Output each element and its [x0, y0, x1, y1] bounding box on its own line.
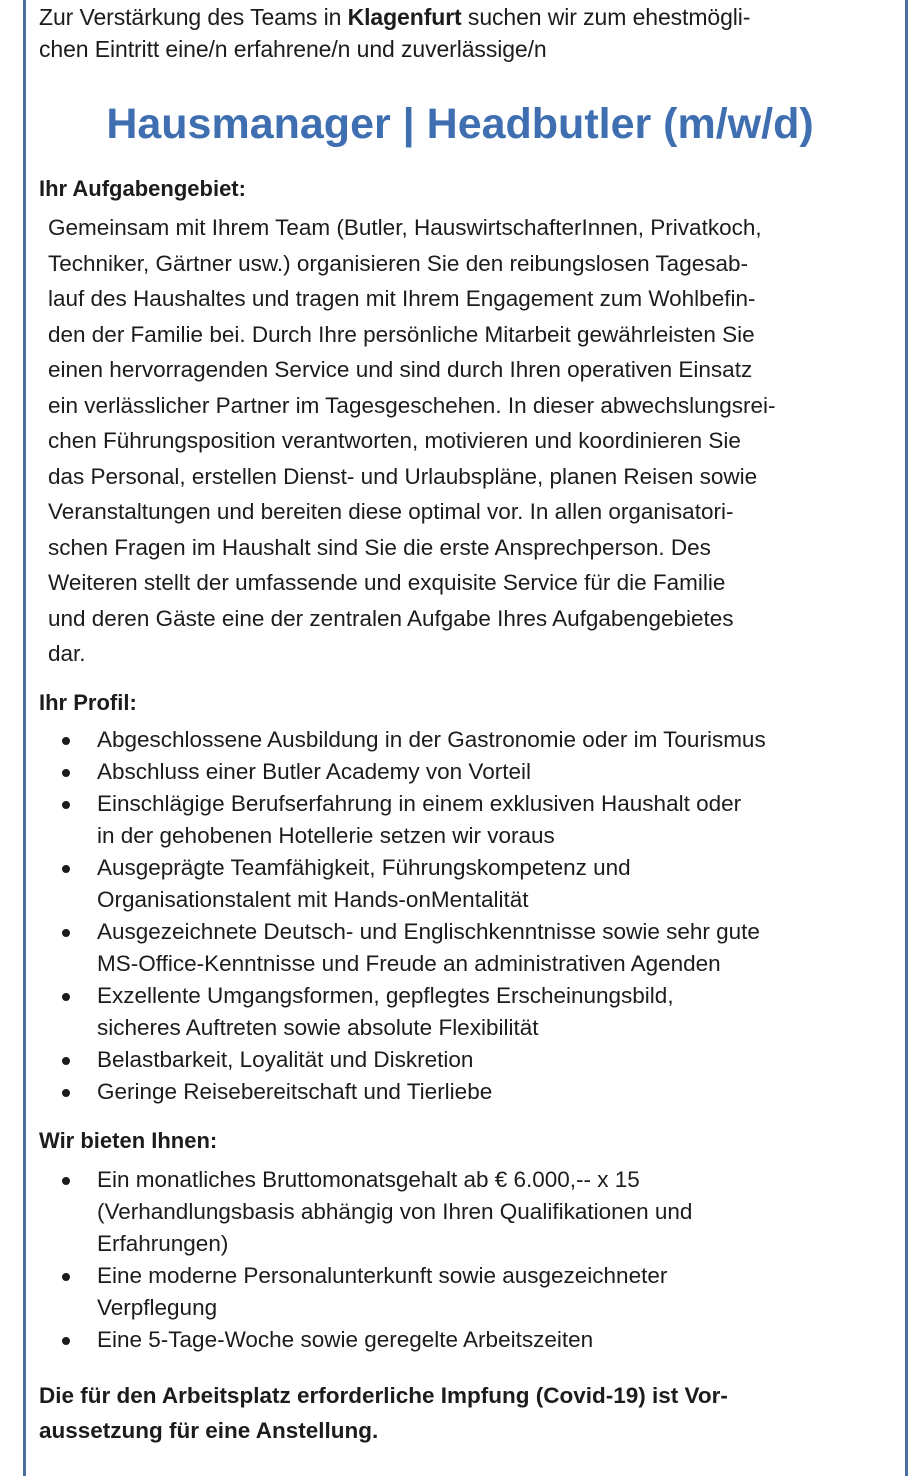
- list-item-text: Exzellente Umgangsformen, gepflegtes Erscheinungsbild,: [97, 983, 674, 1008]
- list-item-text: Erfahrungen): [97, 1231, 229, 1256]
- intro-line-1: [39, 4, 750, 30]
- list-item-text: sicheres Auftreten sowie absolute Flexibilität: [97, 1015, 539, 1040]
- list-item: [39, 1324, 899, 1356]
- list-item-text: Einschlägige Berufserfahrung in einem exklusiven Haushalt oder: [97, 791, 742, 816]
- paragraph-line: Weiteren stellt der umfassende und exquisite Service für die Familie: [48, 570, 726, 595]
- vaccination-notice: [39, 1378, 899, 1448]
- paragraph-line: und deren Gäste eine der zentralen Aufgabe Ihres Aufgabengebietes: [48, 605, 734, 631]
- bullet-icon: [62, 1089, 70, 1097]
- list-item-text: in der gehobenen Hotellerie setzen wir voraus: [97, 823, 555, 848]
- intro-before: Zur Verstärkung des Teams in: [39, 4, 348, 30]
- list-item-text: Ausgeprägte Teamfähigkeit, Führungskompetenz und: [97, 855, 631, 880]
- paragraph-line: Gemeinsam mit Ihrem Team (Butler, HauswirtschafterInnen, Privatkoch,: [48, 215, 762, 240]
- intro-after: suchen wir zum ehestmögli-: [461, 4, 751, 30]
- list-item: [39, 852, 899, 916]
- bullet-icon: [62, 1177, 70, 1185]
- bullet-icon: [62, 737, 70, 745]
- notice-line: aussetzung für eine Anstellung.: [39, 1418, 379, 1443]
- list-item: [39, 1076, 899, 1108]
- list-item-text: Ausgezeichnete Deutsch- und Englischkenntnisse sowie sehr gute: [97, 919, 760, 944]
- list-item-text: Abschluss einer Butler Academy von Vorteil: [97, 759, 531, 784]
- heading-angebot: Wir bieten Ihnen:: [39, 1128, 218, 1153]
- job-title: Hausmanager | Headbutler (m/w/d): [106, 100, 814, 148]
- list-item: [39, 980, 899, 1044]
- paragraph-line: Veranstaltungen und bereiten diese optimal vor. In allen organisatori-: [48, 499, 734, 524]
- list-item-text: Verpflegung: [97, 1295, 218, 1320]
- paragraph-line: dar.: [48, 641, 86, 666]
- list-item: [39, 1044, 899, 1076]
- list-item: [39, 724, 899, 756]
- bullet-icon: [62, 769, 70, 777]
- bullet-icon: [62, 993, 70, 1001]
- paragraph-line: lauf des Haushaltes und tragen mit Ihrem Engagement zum Wohlbefin-: [48, 286, 756, 311]
- intro-text: [39, 0, 899, 65]
- paragraph-line: den der Familie bei. Durch Ihre persönliche Mitarbeit gewährleisten Sie: [48, 321, 755, 347]
- bullet-icon: [62, 1337, 70, 1345]
- list-item: [39, 788, 899, 852]
- list-item-text: Eine 5-Tage-Woche sowie geregelte Arbeitszeiten: [97, 1327, 594, 1352]
- list-item-text: MS-Office-Kenntnisse und Freude an administrativen Agenden: [97, 951, 721, 976]
- bullet-icon: [62, 801, 70, 809]
- bullet-icon: [62, 1057, 70, 1065]
- bullet-icon: [62, 929, 70, 937]
- job-posting: [39, 0, 899, 1443]
- list-item: [39, 1260, 899, 1324]
- intro-line-2: chen Eintritt eine/n erfahrene/n und zuverlässige/n: [39, 36, 547, 62]
- paragraph-line: ein verlässlicher Partner im Tagesgeschehen. In dieser abwechslungsrei-: [48, 392, 776, 418]
- list-item-text: Ein monatliches Bruttomonatsgehalt ab € 6.000,-- x 15: [97, 1167, 640, 1192]
- heading-aufgabengebiet: Ihr Aufgabengebiet:: [39, 176, 246, 201]
- bullet-icon: [62, 1273, 70, 1281]
- paragraph-line: chen Führungsposition verantworten, motivieren und koordinieren Sie: [48, 428, 741, 453]
- list-item: [39, 916, 899, 980]
- paragraph-line: das Personal, erstellen Dienst- und Urlaubspläne, planen Reisen sowie: [48, 463, 758, 489]
- intro-location: Klagenfurt: [347, 4, 462, 30]
- list-item-text: Geringe Reisebereitschaft und Tierliebe: [97, 1079, 493, 1104]
- list-item-text: Abgeschlossene Ausbildung in der Gastronomie oder im Tourismus: [97, 727, 766, 752]
- bullet-icon: [62, 865, 70, 873]
- list-item-text: Belastbarkeit, Loyalität und Diskretion: [97, 1047, 474, 1072]
- list-item-text: Eine moderne Personalunterkunft sowie ausgezeichneter: [97, 1263, 668, 1288]
- angebot-list: [39, 1164, 899, 1356]
- list-item-text: Organisationstalent mit Hands-onMentalität: [97, 887, 529, 912]
- list-item: [39, 756, 899, 788]
- notice-line: Die für den Arbeitsplatz erforderliche Impfung (Covid-19) ist Vor-: [39, 1383, 728, 1408]
- heading-profil: Ihr Profil:: [39, 690, 137, 715]
- list-item-text: (Verhandlungsbasis abhängig von Ihren Qualifikationen und: [97, 1199, 693, 1224]
- profil-list: [39, 724, 899, 1108]
- paragraph-line: einen hervorragenden Service und sind durch Ihren operativen Einsatz: [48, 357, 753, 382]
- paragraph-line: schen Fragen im Haushalt sind Sie die erste Ansprechperson. Des: [48, 534, 711, 560]
- list-item: [39, 1164, 899, 1260]
- aufgabengebiet-paragraph: [48, 210, 898, 672]
- paragraph-line: Techniker, Gärtner usw.) organisieren Sie den reibungslosen Tagesab-: [48, 250, 748, 276]
